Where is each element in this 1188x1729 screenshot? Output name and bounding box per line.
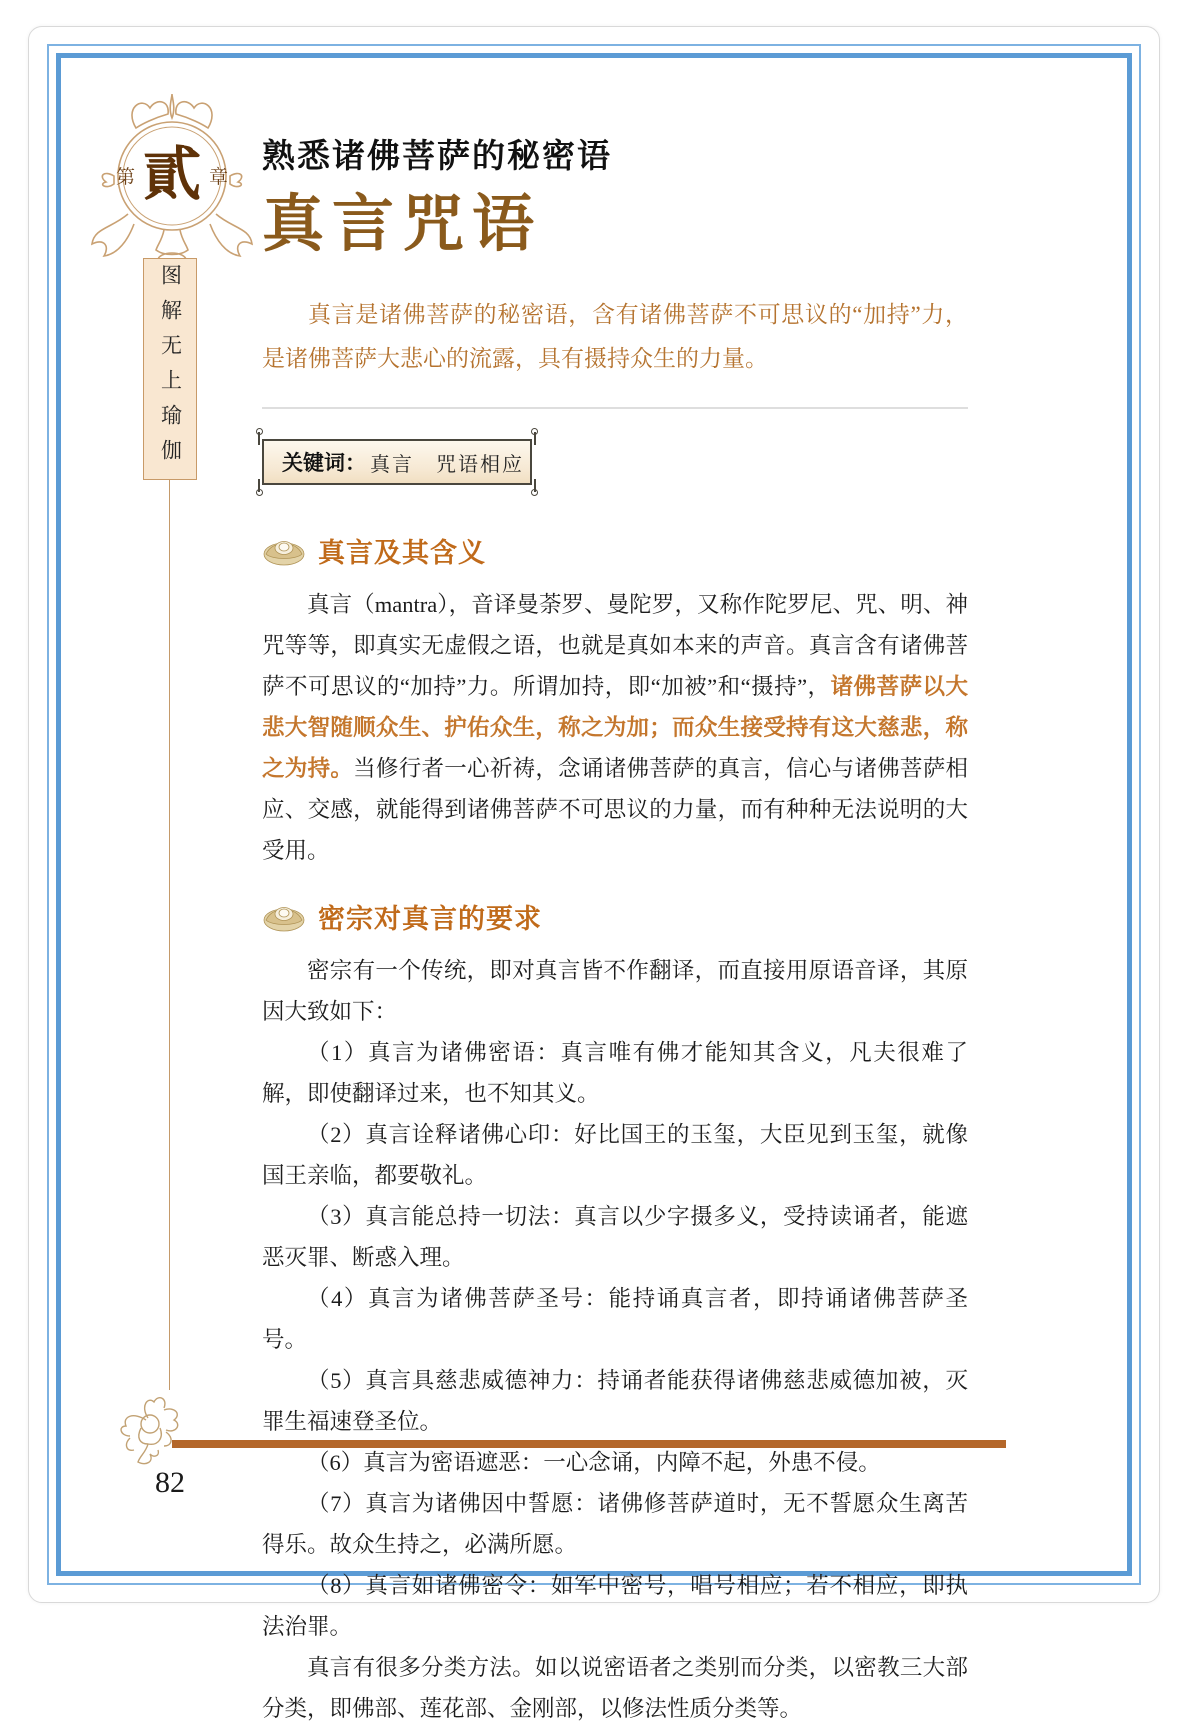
section2-body (262, 950, 968, 1729)
divider-line (262, 407, 968, 409)
chapter-label (84, 142, 260, 207)
page-title: 真言咒语 (262, 191, 543, 259)
side-tab-tail-line (169, 480, 170, 1390)
paragraph: 真言有很多分类方法。如以说密语者之类别而分类，以密教三大部分类，即佛部、莲花部、金刚部，以修法性质分类等。 (262, 1655, 968, 1722)
corner-ornament (258, 432, 269, 445)
list-item: （6）真言为密语遮恶：一心念诵，内障不起，外患不侵。 (307, 1450, 881, 1476)
chapter-ornament (84, 88, 260, 284)
paragraph (262, 584, 968, 871)
intro-paragraph: 真言是诸佛菩萨的秘密语，含有诸佛菩萨不可思议的“加持”力，是诸佛菩萨大悲心的流露，具有摄持众生的力量。 (262, 302, 968, 372)
section1-body (262, 584, 968, 871)
lotus-flower-ornament (110, 1388, 188, 1470)
section-title: 密宗对真言的要求 (318, 904, 542, 935)
list-item: （3）真言能总持一切法：真言以少字摄多义，受持读诵者，能遮恶灭罪、断惑入理。 (262, 1204, 968, 1271)
list-item: （7）真言为诸佛因中誓愿：诸佛修菩萨道时，无不誓愿众生离苦得乐。故众生持之，必满所愿。 (262, 1491, 968, 1558)
page-number: 82 (155, 1466, 185, 1499)
keyword-box (262, 439, 532, 485)
lotus-icon (262, 900, 306, 934)
list-item: （5）真言具慈悲威德神力：持诵者能获得诸佛慈悲威德加被，灭罪生福速登圣位。 (262, 1368, 968, 1435)
list-item: （8）真言如诸佛密令：如军中密号，唱号相应；若不相应，即执法治罪。 (262, 1573, 968, 1640)
keyword-label: 关键词： (282, 452, 366, 476)
numbered-list (262, 1032, 968, 1647)
section-title: 真言及其含义 (318, 538, 486, 569)
footer-rule (172, 1440, 1006, 1448)
corner-ornament (525, 432, 536, 445)
chapter-numeral: 貳 (142, 142, 201, 207)
series-title-text: 图解无上瑜伽 (158, 264, 182, 474)
chapter-subtitle: 熟悉诸佛菩萨的秘密语 (262, 137, 612, 174)
corner-ornament (258, 479, 269, 492)
chapter-prefix: 第 (115, 166, 135, 188)
section-heading-row (262, 897, 968, 936)
list-item: （2）真言诠释诸佛心印：好比国王的玉玺，大臣见到玉玺，就像国王亲临，都要敬礼。 (262, 1122, 968, 1189)
paragraph: 密宗有一个传统，即对真言皆不作翻译，而直接用原语音译，其原因大致如下： (262, 958, 968, 1025)
section-heading-row (262, 531, 968, 570)
list-item: （1）真言为诸佛密语：真言唯有佛才能知其含义，凡夫很难了解，即使翻译过来，也不知其义。 (262, 1040, 968, 1107)
lotus-icon (262, 534, 306, 568)
content-column (262, 130, 968, 1729)
list-item: （4）真言为诸佛菩萨圣号：能持诵真言者，即持诵诸佛菩萨圣号。 (262, 1286, 968, 1353)
series-title-tab (143, 258, 197, 480)
text-segment: 诸佛菩萨以大悲大智随顺众生、护佑众生，称之为加；而众生接受持有这大慈悲，称之为持。 (262, 674, 968, 782)
corner-ornament (525, 479, 536, 492)
chapter-suffix: 章 (209, 166, 229, 188)
keyword-values: 真言 咒语相应 (370, 453, 524, 476)
text-segment: 当修行者一心祈祷，念诵诸佛菩萨的真言，信心与诸佛菩萨相应、交感，就能得到诸佛菩萨不可思议的力量，而有种种无法说明的大受用。 (262, 756, 968, 864)
text-segment: 真言（mantra），音译曼荼罗、曼陀罗，又称作陀罗尼、咒、明、神咒等等，即真实无虚假之语，也就是真如本来的声音。真言含有诸佛菩萨不可思议的“加持”力。所谓加持，即“加被”和“摄持”， (262, 592, 968, 700)
